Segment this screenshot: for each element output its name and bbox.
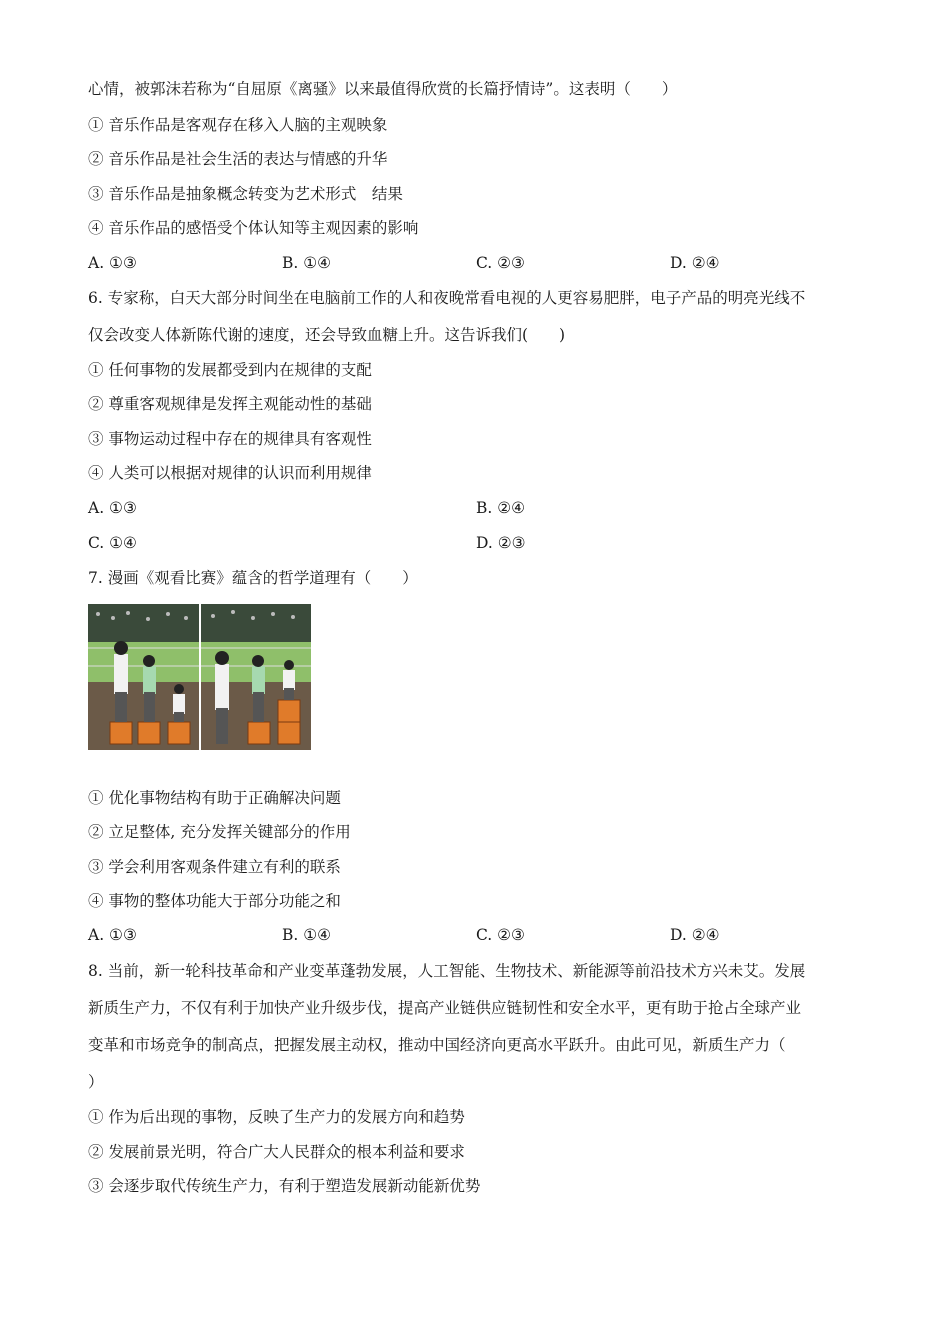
q7-item-1: ① 优化事物结构有助于正确解决问题: [88, 789, 341, 807]
q5-item-2: ② 音乐作品是社会生活的表达与情感的升华: [88, 150, 388, 168]
cartoon-illustration: [88, 604, 311, 750]
cartoon-right-panel: [201, 604, 311, 750]
q5-item-4: ④ 音乐作品的感悟受个体认知等主观因素的影响: [88, 219, 419, 237]
q7-option-c[interactable]: C. ②③: [476, 926, 525, 944]
q6-item-4: ④ 人类可以根据对规律的认识而利用规律: [88, 464, 372, 482]
cartoon-left-panel: [88, 604, 200, 750]
q6-options-row-2: [88, 532, 863, 554]
q8-item-1: ① 作为后出现的事物，反映了生产力的发展方向和趋势: [88, 1108, 465, 1126]
q5-option-b[interactable]: B. ①④: [282, 254, 332, 272]
q5-stem-tail: 心情，被郭沫若称为“自屈原《离骚》以来最值得欣赏的长篇抒情诗”。这表明（ ）: [88, 80, 678, 98]
q7-option-b[interactable]: B. ①④: [282, 926, 332, 944]
q6-option-a[interactable]: A. ①③: [88, 499, 137, 517]
q5-option-c[interactable]: C. ②③: [476, 254, 525, 272]
q8-stem-line-4: ）: [88, 1073, 104, 1091]
q8-item-2: ② 发展前景光明，符合广大人民群众的根本利益和要求: [88, 1143, 465, 1161]
q7-options: [88, 924, 863, 946]
q6-stem-line-2: 仅会改变人体新陈代谢的速度，还会导致血糖上升。这告诉我们( ): [88, 326, 566, 344]
q6-item-1: ① 任何事物的发展都受到内在规律的支配: [88, 361, 372, 379]
q6-item-2: ② 尊重客观规律是发挥主观能动性的基础: [88, 395, 372, 413]
q8-stem-line-1: 8. 当前，新一轮科技革命和产业变革蓬勃发展，人工智能、生物技术、新能源等前沿技术方兴未艾。发展: [88, 962, 806, 980]
q6-option-b[interactable]: B. ②④: [476, 499, 526, 517]
q5-options: [88, 252, 863, 274]
q5-item-3: ③ 音乐作品是抽象概念转变为艺术形式 结果: [88, 185, 403, 203]
q7-item-4: ④ 事物的整体功能大于部分功能之和: [88, 892, 341, 910]
q6-options-row-1: [88, 497, 863, 519]
q6-option-d[interactable]: D. ②③: [476, 534, 526, 552]
q5-item-1: ① 音乐作品是客观存在移入人脑的主观映象: [88, 116, 388, 134]
q7-option-a[interactable]: A. ①③: [88, 926, 137, 944]
q7-stem: 7. 漫画《观看比赛》蕴含的哲学道理有（ ）: [88, 569, 418, 587]
q6-option-c[interactable]: C. ①④: [88, 534, 137, 552]
cartoon-watching-game-image: [88, 604, 311, 750]
q7-item-3: ③ 学会利用客观条件建立有利的联系: [88, 858, 341, 876]
q8-item-3: ③ 会逐步取代传统生产力，有利于塑造发展新动能新优势: [88, 1177, 481, 1195]
q5-option-a[interactable]: A. ①③: [88, 254, 137, 272]
q6-stem-line-1: 6. 专家称，白天大部分时间坐在电脑前工作的人和夜晚常看电视的人更容易肥胖，电子产品的明亮光线不: [88, 289, 806, 307]
q7-item-2: ② 立足整体, 充分发挥关键部分的作用: [88, 823, 351, 841]
q8-stem-line-2: 新质生产力，不仅有利于加快产业升级步伐，提高产业链供应链韧性和安全水平，更有助于抢占全球产业: [88, 999, 802, 1017]
q7-option-d[interactable]: D. ②④: [670, 926, 720, 944]
q5-option-d[interactable]: D. ②④: [670, 254, 720, 272]
q8-stem-line-3: 变革和市场竞争的制高点，把握发展主动权，推动中国经济向更高水平跃升。由此可见，新质生产力（: [88, 1036, 786, 1054]
q6-item-3: ③ 事物运动过程中存在的规律具有客观性: [88, 430, 372, 448]
